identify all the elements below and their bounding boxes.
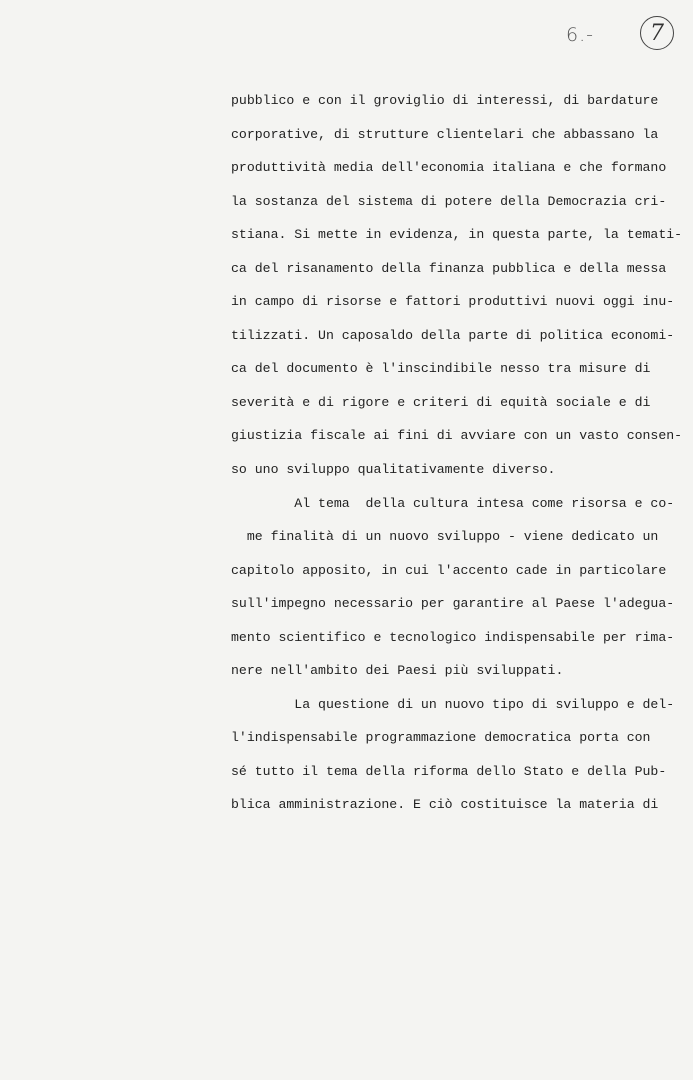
text-line: la sostanza del sistema di potere della Democrazia cri- xyxy=(231,193,667,209)
text-line: mento scientifico e tecnologico indispensabile per rima- xyxy=(231,629,675,645)
text-line: Al tema della cultura intesa come risorsa e co- xyxy=(231,495,675,511)
text-line: pubblico e con il groviglio di interessi, di bardature xyxy=(231,93,659,108)
page-number: 6.- xyxy=(566,24,594,46)
circled-page-number: 7 xyxy=(640,16,674,50)
text-line: La questione di un nuovo tipo di sviluppo e del- xyxy=(231,696,675,712)
text-line: nere nell'ambito dei Paesi più sviluppati. xyxy=(231,663,564,679)
text-line: capitolo apposito, in cui l'accento cade in particolare xyxy=(231,562,667,578)
text-line: sé tutto il tema della riforma dello Stato e della Pub- xyxy=(231,763,667,779)
text-line: severità e di rigore e criteri di equità sociale e di xyxy=(231,394,651,410)
text-line: corporative, di strutture clientelari che abbassano la xyxy=(231,126,659,142)
text-line: giustizia fiscale ai fini di avviare con un vasto consen- xyxy=(231,428,683,444)
text-line: l'indispensabile programmazione democratica porta con xyxy=(231,730,651,746)
text-line: stiana. Si mette in evidenza, in questa parte, la temati- xyxy=(231,227,683,243)
text-line: tilizzati. Un caposaldo della parte di politica economi- xyxy=(231,327,675,343)
document-body xyxy=(231,90,683,828)
text-line: so uno sviluppo qualitativamente diverso. xyxy=(231,462,556,478)
text-line: sull'impegno necessario per garantire al Paese l'adegua- xyxy=(231,596,675,612)
text-line: me finalità di un nuovo sviluppo - viene dedicato un xyxy=(231,529,659,545)
text-line: blica amministrazione. E ciò costituisce la materia di xyxy=(231,797,659,813)
text-line: ca del risanamento della finanza pubblica e della messa xyxy=(231,260,667,276)
text-line: in campo di risorse e fattori produttivi nuovi oggi inu- xyxy=(231,294,675,310)
text-line: produttività media dell'economia italiana e che formano xyxy=(231,160,667,176)
text-line: ca del documento è l'inscindibile nesso tra misure di xyxy=(231,361,651,377)
